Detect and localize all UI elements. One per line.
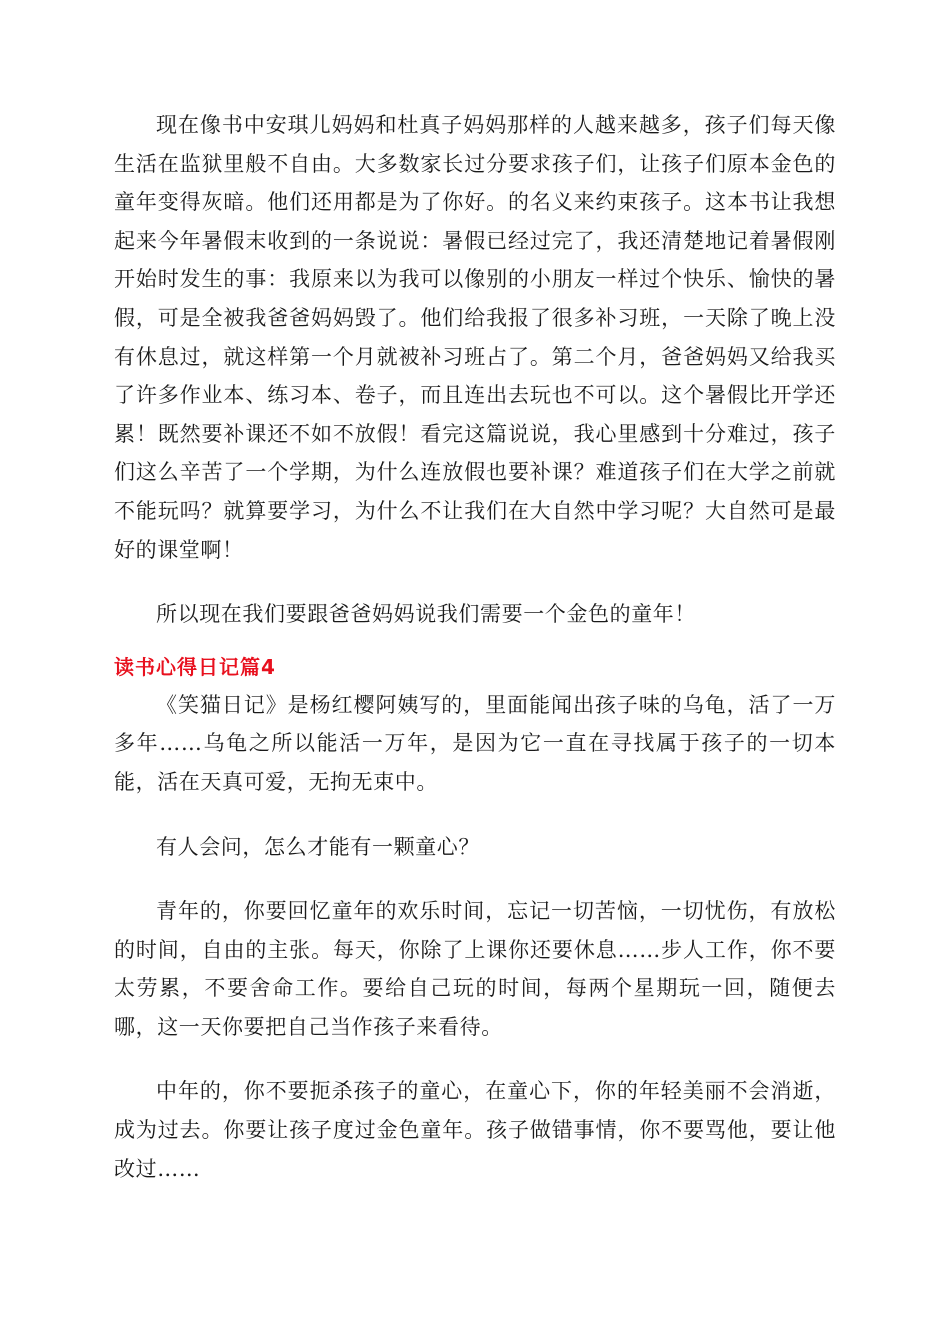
paragraph-golden-childhood-complaint: 现在像书中安琪儿妈妈和杜真子妈妈那样的人越来越多，孩子们每天像生活在监狱里般不自由。大多数家长过分要求孩子们，让孩子们原本金色的童年变得灰暗。他们还用都是为了你好。的名义来约束孩子。这本书让我想起来今年暑假末收到的一条说说：暑假已经过完了，我还清楚地记着暑假刚开始时发生的事：我原来以为我可以像别的小朋友一样过个快乐、愉快的暑假，可是全被我爸爸妈妈毁了。他们给我报了很多补习班，一天除了晚上没有休息过，就这样第一个月就被补习班占了。第二个月，爸爸妈妈又给我买了许多作业本、练习本、卷子，而且连出去玩也不可以。这个暑假比开学还累！既然要补课还不如不放假！看完这篇说说，我心里感到十分难过，孩子们这么辛苦了一个学期，为什么连放假也要补课？难道孩子们在大学之前就不能玩吗？就算要学习，为什么不让我们在大自然中学习呢？大自然可是最好的课堂啊！ (114, 113, 836, 562)
paragraph-childlike-heart-question: 有人会问，怎么才能有一颗童心？ (156, 834, 480, 859)
paragraph-advice-middle-age: 中年的，你不要扼杀孩子的童心，在童心下，你的年轻美丽不会消逝，成为过去。你要让孩子度过金色童年。孩子做错事情，你不要骂他，要让他改过…… (114, 1079, 836, 1181)
paragraph-advice-youth: 青年的，你要回忆童年的欢乐时间，忘记一切苦恼，一切忧伤，有放松的时间，自由的主张。每天，你除了上课你还要休息……步人工作，你不要太劳累，不要舍命工作。要给自己玩的时间，每两个星期玩一回，随便去哪，这一天你要把自己当作孩子来看待。 (114, 899, 836, 1039)
document-body (114, 106, 836, 1188)
paragraph-golden-childhood-conclusion: 所以现在我们要跟爸爸妈妈说我们需要一个金色的童年！ (156, 602, 696, 627)
paragraph-laughing-cat-diary: 《笑猫日记》是杨红樱阿姨写的，里面能闻出孩子味的乌龟，活了一万多年……乌龟之所以能活一万年，是因为它一直在寻找属于孩子的一切本能，活在天真可爱，无拘无束中。 (114, 692, 836, 794)
section-heading: 读书心得日记篇4 (114, 654, 276, 679)
